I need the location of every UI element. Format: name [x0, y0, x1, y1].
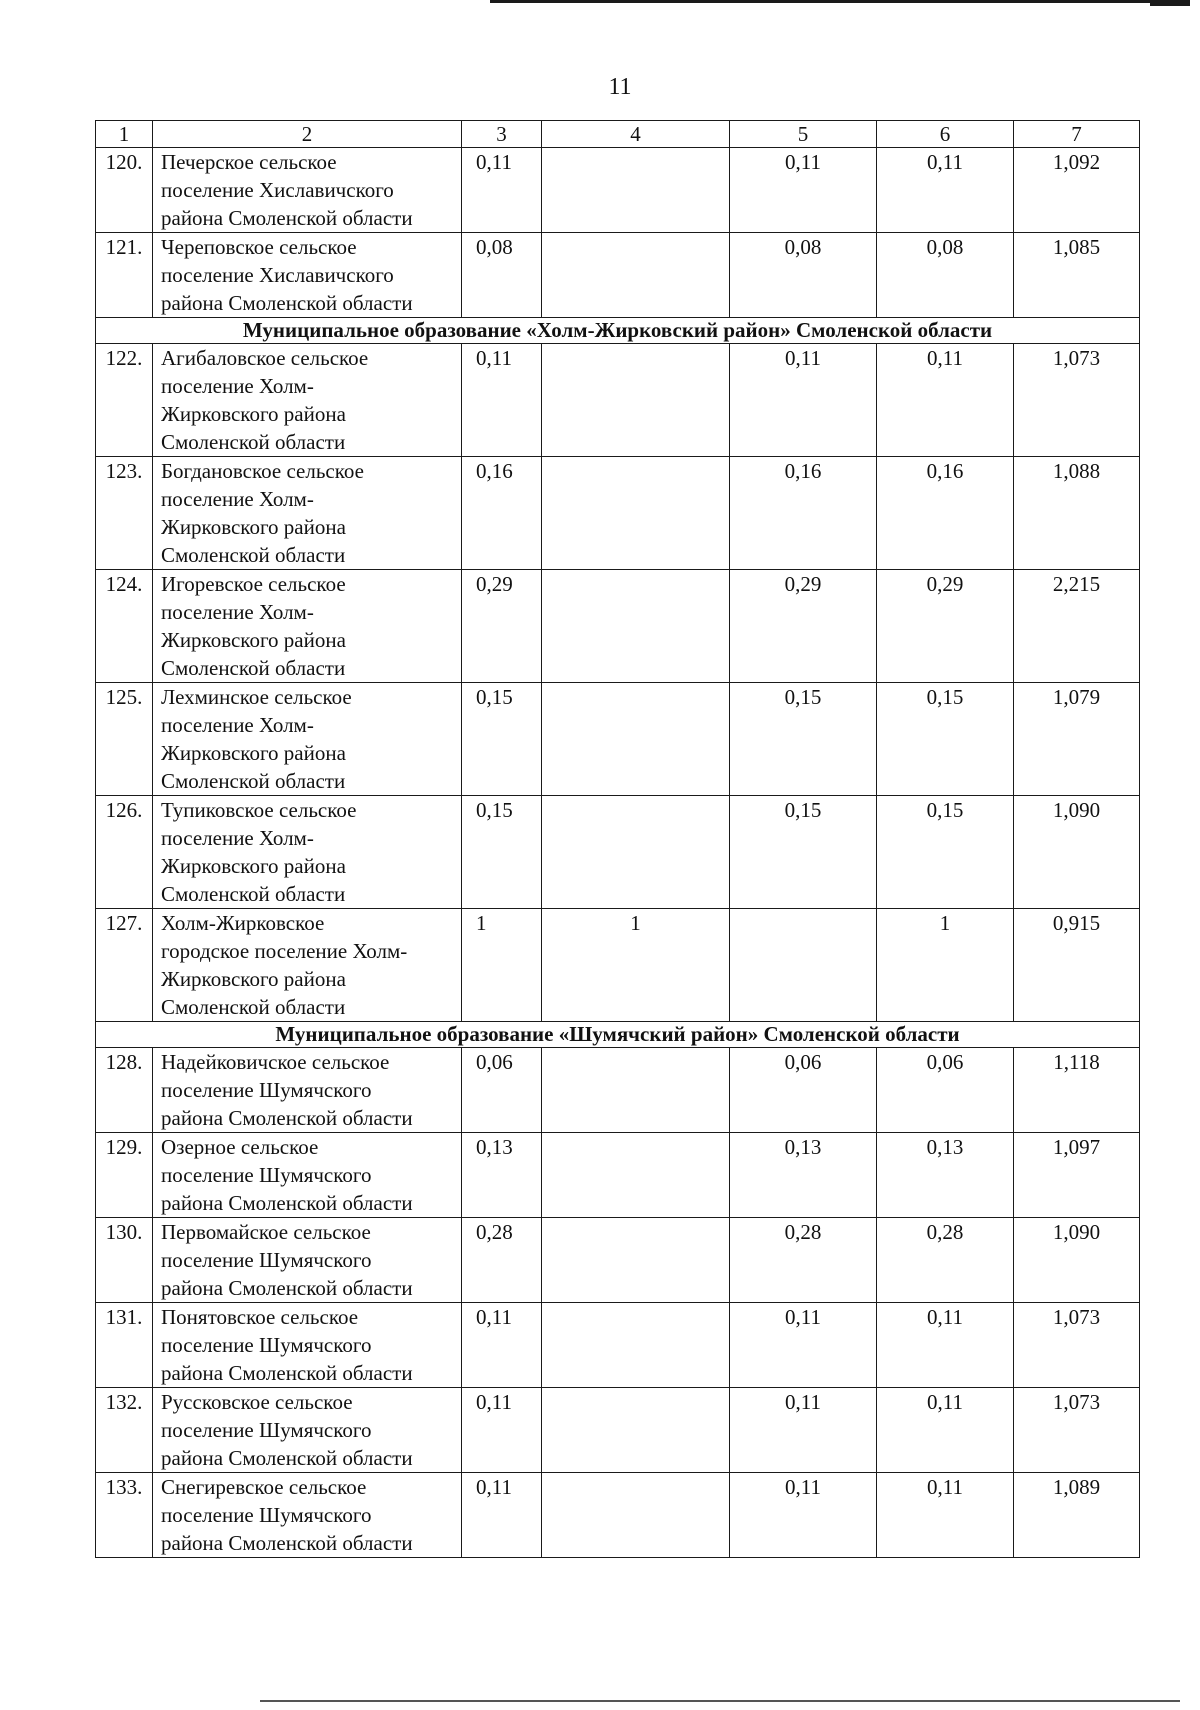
- cell-col-6: 0,11: [877, 148, 1014, 233]
- settlement-name-line: Тупиковское сельское: [161, 798, 357, 822]
- settlement-name-line: Лехминское сельское: [161, 685, 352, 709]
- settlement-name: [153, 909, 462, 1022]
- cell-col-5: 0,06: [730, 1048, 877, 1133]
- settlement-name: [153, 1048, 462, 1133]
- settlement-name: [153, 1133, 462, 1218]
- scan-edge-top: [490, 0, 1190, 3]
- settlement-name-line: поселение Шумячского: [161, 1418, 372, 1442]
- cell-col-6: 0,08: [877, 233, 1014, 318]
- cell-col-5: 0,15: [730, 683, 877, 796]
- section-title: Муниципальное образование «Шумячский район» Смоленской области: [96, 1022, 1140, 1048]
- settlement-name-line: поселение Холм-: [161, 374, 314, 398]
- settlement-name-line: района Смоленской области: [161, 291, 413, 315]
- settlement-name: [153, 1303, 462, 1388]
- page-number: 11: [608, 74, 632, 100]
- settlement-name-line: Смоленской области: [161, 995, 346, 1019]
- settlement-name-line: Печерское сельское: [161, 150, 337, 174]
- cell-col-7: 1,079: [1014, 683, 1140, 796]
- cell-col-5: 0,16: [730, 457, 877, 570]
- row-number: 133.: [96, 1473, 153, 1558]
- settlement-name-line: Смоленской области: [161, 543, 346, 567]
- settlement-name-line: поселение Хиславичского: [161, 263, 394, 287]
- cell-col-5: 0,11: [730, 1388, 877, 1473]
- cell-col-3: 0,11: [462, 1473, 542, 1558]
- table-header-row: [96, 121, 1140, 148]
- cell-col-4: [542, 344, 730, 457]
- settlement-name-line: Смоленской области: [161, 882, 346, 906]
- scan-edge-top-corner: [1150, 0, 1190, 6]
- cell-col-4: [542, 1388, 730, 1473]
- table-row: [96, 457, 1140, 570]
- cell-col-4: [542, 683, 730, 796]
- settlement-name-line: поселение Шумячского: [161, 1503, 372, 1527]
- cell-col-4: [542, 233, 730, 318]
- cell-col-6: 0,29: [877, 570, 1014, 683]
- settlement-name-line: Игоревское сельское: [161, 572, 346, 596]
- cell-col-6: 0,11: [877, 1473, 1014, 1558]
- cell-col-3: 0,11: [462, 1303, 542, 1388]
- section-title: Муниципальное образование «Холм-Жирковский район» Смоленской области: [96, 318, 1140, 344]
- cell-col-4: [542, 1303, 730, 1388]
- cell-col-4: [542, 1218, 730, 1303]
- row-number: 123.: [96, 457, 153, 570]
- cell-col-4: 1: [542, 909, 730, 1022]
- settlement-name-line: Руссковское сельское: [161, 1390, 353, 1414]
- column-header: 7: [1014, 121, 1140, 148]
- column-header: 6: [877, 121, 1014, 148]
- cell-col-6: 0,15: [877, 683, 1014, 796]
- row-number: 124.: [96, 570, 153, 683]
- settlement-name-line: Смоленской области: [161, 430, 346, 454]
- settlement-name-line: района Смоленской области: [161, 1106, 413, 1130]
- cell-col-5: 0,11: [730, 1473, 877, 1558]
- settlement-name-line: Богдановское сельское: [161, 459, 364, 483]
- cell-col-5: 0,08: [730, 233, 877, 318]
- cell-col-5: 0,11: [730, 344, 877, 457]
- settlement-name-line: Агибаловское сельское: [161, 346, 369, 370]
- cell-col-3: 0,11: [462, 148, 542, 233]
- settlement-name-line: поселение Шумячского: [161, 1078, 372, 1102]
- settlement-name: [153, 1218, 462, 1303]
- settlement-name-line: Снегиревское сельское: [161, 1475, 367, 1499]
- cell-col-5: 0,11: [730, 148, 877, 233]
- cell-col-5: 0,15: [730, 796, 877, 909]
- cell-col-3: 0,15: [462, 683, 542, 796]
- cell-col-7: 1,090: [1014, 1218, 1140, 1303]
- settlement-name-line: Первомайское сельское: [161, 1220, 371, 1244]
- cell-col-5: [730, 909, 877, 1022]
- cell-col-7: 1,085: [1014, 233, 1140, 318]
- row-number: 125.: [96, 683, 153, 796]
- data-table: [95, 120, 1140, 1558]
- settlement-name-line: Жирковского района: [161, 515, 346, 539]
- table-row: [96, 683, 1140, 796]
- settlement-name-line: поселение Шумячского: [161, 1333, 372, 1357]
- settlement-name-line: поселение Холм-: [161, 600, 314, 624]
- table-row: [96, 1218, 1140, 1303]
- settlement-name-line: Холм-Жирковское: [161, 911, 325, 935]
- settlement-name-line: района Смоленской области: [161, 1446, 413, 1470]
- settlement-name-line: Жирковского района: [161, 967, 346, 991]
- settlement-name-line: поселение Шумячского: [161, 1163, 372, 1187]
- cell-col-7: 1,090: [1014, 796, 1140, 909]
- table-row: [96, 909, 1140, 1022]
- cell-col-3: 0,06: [462, 1048, 542, 1133]
- table-row: [96, 1303, 1140, 1388]
- cell-col-6: 0,11: [877, 1388, 1014, 1473]
- settlement-name-line: поселение Холм-: [161, 826, 314, 850]
- column-header: 5: [730, 121, 877, 148]
- cell-col-7: 1,089: [1014, 1473, 1140, 1558]
- row-number: 120.: [96, 148, 153, 233]
- cell-col-7: 1,097: [1014, 1133, 1140, 1218]
- settlement-name-line: Жирковского района: [161, 628, 346, 652]
- section-header-row: [96, 318, 1140, 344]
- settlement-name-line: района Смоленской области: [161, 1276, 413, 1300]
- column-header: 1: [96, 121, 153, 148]
- cell-col-4: [542, 457, 730, 570]
- row-number: 127.: [96, 909, 153, 1022]
- settlement-name-line: Жирковского района: [161, 741, 346, 765]
- row-number: 130.: [96, 1218, 153, 1303]
- settlement-name-line: поселение Холм-: [161, 487, 314, 511]
- table-row: [96, 796, 1140, 909]
- cell-col-3: 0,13: [462, 1133, 542, 1218]
- settlement-name-line: поселение Хиславичского: [161, 178, 394, 202]
- row-number: 126.: [96, 796, 153, 909]
- row-number: 122.: [96, 344, 153, 457]
- column-header: 4: [542, 121, 730, 148]
- cell-col-3: 0,28: [462, 1218, 542, 1303]
- settlement-name-line: Надейковичское сельское: [161, 1050, 390, 1074]
- settlement-name-line: района Смоленской области: [161, 1361, 413, 1385]
- cell-col-5: 0,29: [730, 570, 877, 683]
- cell-col-6: 1: [877, 909, 1014, 1022]
- cell-col-3: 0,11: [462, 1388, 542, 1473]
- cell-col-6: 0,11: [877, 1303, 1014, 1388]
- table-row: [96, 148, 1140, 233]
- cell-col-7: 1,118: [1014, 1048, 1140, 1133]
- settlement-name: [153, 233, 462, 318]
- settlement-name-line: района Смоленской области: [161, 1531, 413, 1555]
- column-header: 2: [153, 121, 462, 148]
- settlement-name-line: Жирковского района: [161, 402, 346, 426]
- row-number: 129.: [96, 1133, 153, 1218]
- row-number: 121.: [96, 233, 153, 318]
- cell-col-4: [542, 1473, 730, 1558]
- table-row: [96, 233, 1140, 318]
- cell-col-7: 1,088: [1014, 457, 1140, 570]
- settlement-name-line: района Смоленской области: [161, 1191, 413, 1215]
- table-body: [96, 121, 1140, 1558]
- cell-col-3: 0,08: [462, 233, 542, 318]
- table-row: [96, 1133, 1140, 1218]
- settlement-name-line: поселение Шумячского: [161, 1248, 372, 1272]
- cell-col-3: 1: [462, 909, 542, 1022]
- settlement-name: [153, 570, 462, 683]
- cell-col-5: 0,28: [730, 1218, 877, 1303]
- table-row: [96, 570, 1140, 683]
- settlement-name-line: Смоленской области: [161, 656, 346, 680]
- cell-col-6: 0,06: [877, 1048, 1014, 1133]
- table-row: [96, 1048, 1140, 1133]
- section-header-row: [96, 1022, 1140, 1048]
- settlement-name-line: поселение Холм-: [161, 713, 314, 737]
- settlement-name: [153, 683, 462, 796]
- table-row: [96, 1473, 1140, 1558]
- cell-col-7: 2,215: [1014, 570, 1140, 683]
- cell-col-6: 0,15: [877, 796, 1014, 909]
- settlement-name: [153, 1473, 462, 1558]
- cell-col-6: 0,28: [877, 1218, 1014, 1303]
- row-number: 131.: [96, 1303, 153, 1388]
- cell-col-7: 1,092: [1014, 148, 1140, 233]
- column-header: 3: [462, 121, 542, 148]
- cell-col-5: 0,13: [730, 1133, 877, 1218]
- settlement-name-line: района Смоленской области: [161, 206, 413, 230]
- settlement-name: [153, 148, 462, 233]
- table-row: [96, 344, 1140, 457]
- cell-col-3: 0,29: [462, 570, 542, 683]
- cell-col-6: 0,16: [877, 457, 1014, 570]
- cell-col-3: 0,11: [462, 344, 542, 457]
- scan-edge-bottom: [260, 1700, 1180, 1702]
- cell-col-6: 0,13: [877, 1133, 1014, 1218]
- cell-col-4: [542, 796, 730, 909]
- cell-col-3: 0,16: [462, 457, 542, 570]
- cell-col-4: [542, 1133, 730, 1218]
- settlement-name: [153, 1388, 462, 1473]
- cell-col-7: 0,915: [1014, 909, 1140, 1022]
- row-number: 128.: [96, 1048, 153, 1133]
- cell-col-4: [542, 570, 730, 683]
- cell-col-7: 1,073: [1014, 344, 1140, 457]
- cell-col-5: 0,11: [730, 1303, 877, 1388]
- cell-col-7: 1,073: [1014, 1388, 1140, 1473]
- cell-col-3: 0,15: [462, 796, 542, 909]
- settlement-name: [153, 344, 462, 457]
- settlement-name-line: городское поселение Холм-: [161, 939, 408, 963]
- settlement-name-line: Жирковского района: [161, 854, 346, 878]
- settlement-name-line: Череповское сельское: [161, 235, 357, 259]
- table-row: [96, 1388, 1140, 1473]
- cell-col-4: [542, 148, 730, 233]
- settlement-name-line: Смоленской области: [161, 769, 346, 793]
- row-number: 132.: [96, 1388, 153, 1473]
- settlement-name-line: Озерное сельское: [161, 1135, 319, 1159]
- settlement-name: [153, 457, 462, 570]
- settlement-name: [153, 796, 462, 909]
- cell-col-4: [542, 1048, 730, 1133]
- cell-col-7: 1,073: [1014, 1303, 1140, 1388]
- cell-col-6: 0,11: [877, 344, 1014, 457]
- settlement-name-line: Понятовское сельское: [161, 1305, 359, 1329]
